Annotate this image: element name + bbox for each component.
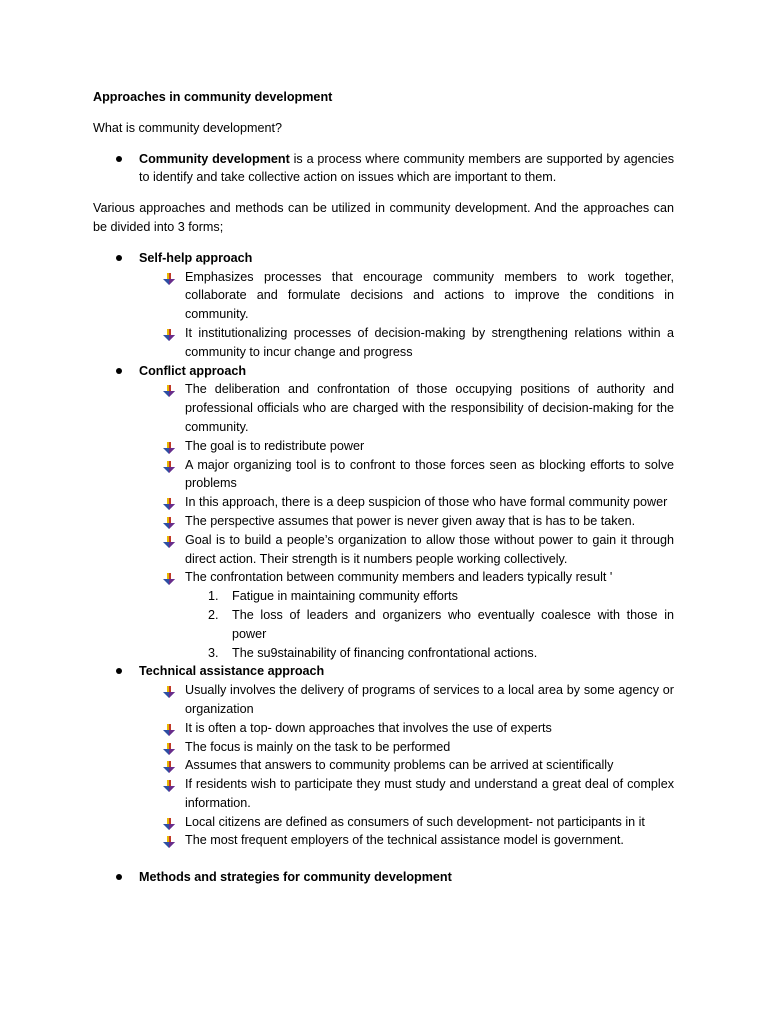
section-heading-technical: Technical assistance approach [93,662,674,681]
list-item: The most frequent employers of the technical assistance model is government. [93,831,674,850]
arrow-bullet-icon [163,723,175,735]
disc-bullet-icon [116,156,122,162]
list-item: It institutionalizing processes of decision-making by strengthening relations within a community to incur change and progress [93,324,674,362]
arrow-bullet-icon [163,835,175,847]
arrow-bullet-icon [163,384,175,396]
disc-bullet-icon [116,368,122,374]
arrow-bullet-icon [163,817,175,829]
list-item: Assumes that answers to community problems can be arrived at scientifically [93,756,674,775]
list-item: 1. Fatigue in maintaining community efforts [208,589,458,604]
arrow-bullet-icon [163,441,175,453]
list-item: It is often a top- down approaches that involves the use of experts [93,719,674,738]
technical-list [93,681,674,850]
list-item: A major organizing tool is to confront to those forces seen as blocking efforts to solve problems [93,456,674,494]
list-item: The deliberation and confrontation of those occupying positions of authority and professional officials who are charged with the responsibility of decision-making for the community. [93,380,674,436]
list-item: Goal is to build a people’s organization to allow those without power to gain it through direct action. Their strength is it numbers people working collectively. [93,531,674,569]
list-item: The goal is to redistribute power [93,437,674,456]
arrow-bullet-icon [163,460,175,472]
list-item: The perspective assumes that power is never given away that is has to be taken. [93,512,674,531]
disc-bullet-icon [116,874,122,880]
conflict-results-list [93,587,674,662]
list-item: Usually involves the delivery of programs of services to a local area by some agency or organization [93,681,674,719]
list-item: Emphasizes processes that encourage community members to work together, collaborate and formulate decisions and actions to improve the conditions in community. [93,268,674,324]
disc-bullet-icon [116,668,122,674]
section-heading-self-help: Self-help approach [93,249,674,268]
list-item: The confrontation between community members and leaders typically result ' [93,568,674,587]
question-text: What is community development? [93,120,282,135]
arrow-bullet-icon [163,497,175,509]
list-item: 2. The loss of leaders and organizers who eventually coalesce with those in power [208,607,674,641]
section-heading-methods: Methods and strategies for community development [93,868,674,887]
definition-term: Community development [139,151,290,166]
intro-paragraph: Various approaches and methods can be utilized in community development. And the approaches can be divided into 3 forms; [93,201,674,234]
arrow-bullet-icon [163,516,175,528]
arrow-bullet-icon [163,572,175,584]
arrow-bullet-icon [163,272,175,284]
disc-bullet-icon [116,255,122,261]
list-item: If residents wish to participate they must study and understand a great deal of complex information. [93,775,674,813]
conflict-list [93,380,674,587]
arrow-bullet-icon [163,685,175,697]
document-content [93,88,674,887]
arrow-bullet-icon [163,535,175,547]
page-title: Approaches in community development [93,90,333,104]
definition-text: is a process where community members are supported by agencies to identify and take collective action on issues which are important to them. [139,151,674,185]
arrow-bullet-icon [163,328,175,340]
arrow-bullet-icon [163,779,175,791]
list-item: 3. The su9stainability of financing confrontational actions. [208,645,538,660]
arrow-bullet-icon [163,742,175,754]
list-item: Local citizens are defined as consumers of such development- not participants in it [93,813,674,832]
list-item: The focus is mainly on the task to be performed [93,738,674,757]
list-item: In this approach, there is a deep suspicion of those who have formal community power [93,493,674,512]
self-help-list [93,268,674,362]
arrow-bullet-icon [163,760,175,772]
definition-bullet [93,150,674,188]
section-heading-conflict: Conflict approach [93,362,674,381]
